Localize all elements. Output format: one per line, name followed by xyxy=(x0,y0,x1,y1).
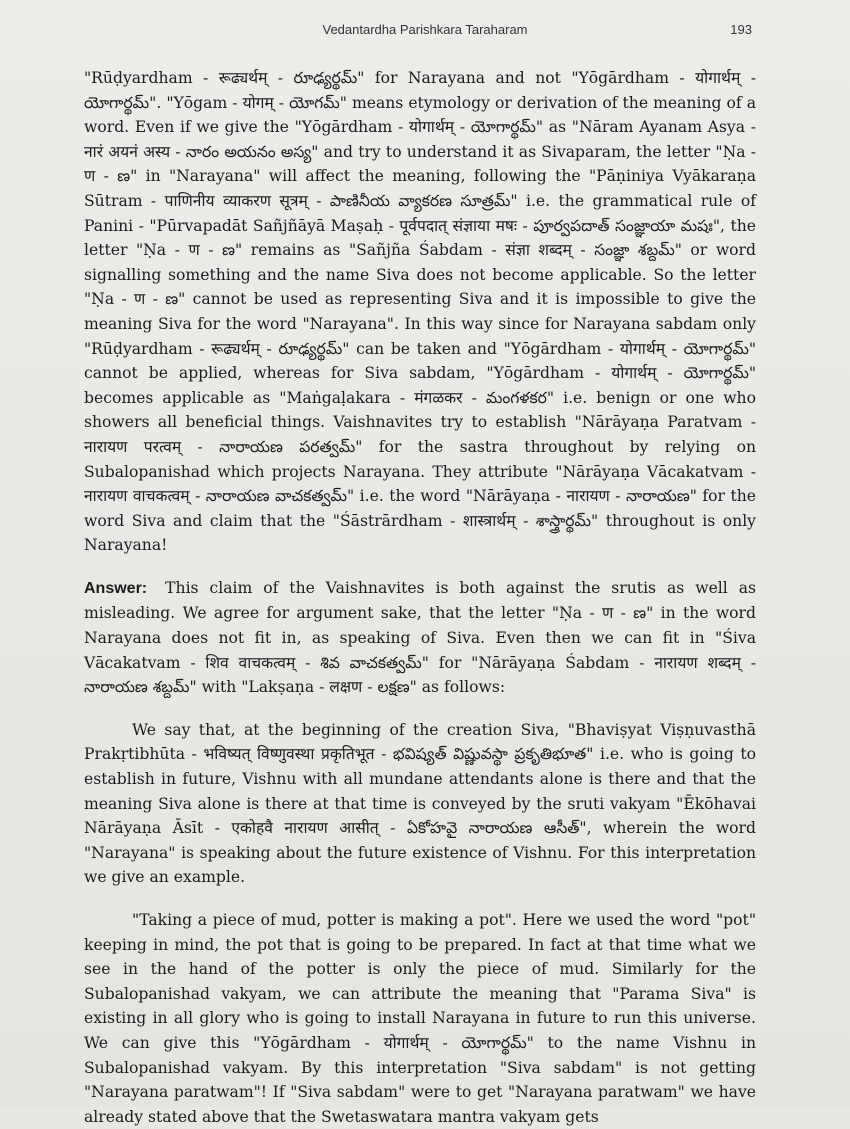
paragraph-creation: We say that, at the beginning of the creation Siva, "Bhaviṣyat Viṣṇuvasthā Prakṛtibhūta - भविष्यत् विष्णुवस्था प्रकृतिभूत - భవిష్యత్ విష్ణువస్థా ప్రకృతిభూత" i.e. who is going to establish in future, Vishnu with all mundane attendants alone is there and that the meaning Siva alone is there at that time is conveyed by the sruti vakyam "Ēkōhavai Nārāyaṇa Āsīt - एकोहवै नारायण आसीत् - ఏకోహవై నారాయణ ఆసీత్", wherein the word "Narayana" is speaking about the future existence of Vishnu. For this interpretation we give an example. xyxy=(84,720,756,887)
page-body xyxy=(84,66,756,1129)
answer-label: Answer: xyxy=(84,579,148,597)
answer-paragraph xyxy=(84,576,756,700)
answer-text: This claim of the Vaishnavites is both against the srutis as well as misleading. We agree for argument sake, that the letter "Ṇa - ण - ణ" in the word Narayana does not fit in, as speaking of Siva. Even then we can fit in "Śiva Vācakatvam - शिव वाचकत्वम् - శివ వాచకత్వమ్" for "Nārāyaṇa Śabdam - नारायण शब्दम् - నారాయణ శబ్దమ్" with "Lakṣaṇa - लक्षण - లక్షణ" as follows: xyxy=(84,578,756,697)
running-title: Vedantardha Parishkara Taraharam xyxy=(322,22,528,37)
paragraph-rudyardham: "Rūḍyardham - रूढ्यर्थम् - రూఢ్యర్థమ్" for Narayana and not "Yōgārdham - योगार्थम् - యోగార్థమ్". "Yōgam - योगम् - యోగమ్" means etymology or derivation of the meaning of a word. Even if we give the "Yōgārdham - योगार्थम् - యోగార్థమ్" as "Nāram Ayanam Asya - नारं अयनं अस्य - నారం అయనం అస్య" and try to understand it as Sivaparam, the letter "Ṇa - ण - ణ" in "Narayana" will affect the meaning, following the "Pāṇiniya Vyākaraṇa Sūtram - पाणिनीय व्याकरण सूत्रम् - పాణినీయ వ్యాకరణ సూత్రమ్" i.e. the grammatical rule of Panini - "Pūrvapadāt Sañjñāyā Maṣaḥ - पूर्वपदात् संज्ञाया मषः - పూర్వపదాత్ సంజ్ఞాయా మషః", the letter "Ṇa - ण - ణ" remains as "Sañjña Śabdam - संज्ञा शब्दम् - సంజ్ఞా శబ్దమ్" or word signalling something and the name Siva does not become applicable. So the letter "Ṇa - ण - ణ" cannot be used as representing Siva and it is impossible to give the meaning Siva for the word "Narayana". In this way since for Narayana sabdam only "Rūḍyardham - रूढ्यर्थम् - రూఢ్యర్థమ్" can be taken and "Yōgārdham - योगार्थम् - యోగార్థమ్" cannot be applied, whereas for Siva sabdam, "Yōgārdham - योगार्थम् - యోగార్థమ్" becomes applicable as "Maṅgaḷakara - मंगळकर - మంగళకర" i.e. benign or one who showers all beneficial things. Vaishnavites try to establish "Nārāyaṇa Paratvam - नारायण परत्वम् - నారాయణ పరత్వమ్" for the sastra throughout by relying on Subalopanishad which projects Narayana. They attribute "Nārāyaṇa Vācakatvam - नारायण वाचकत्वम् - నారాయణ వాచకత్వమ్" i.e. the word "Nārāyaṇa - नारायण - నారాయణ" for the word Siva and claim that the "Śāstrārdham - शास्त्रार्थम् - శాస్త్రార్థమ్" throughout is only Narayana! xyxy=(84,69,756,555)
running-head xyxy=(0,22,850,42)
page-number: 193 xyxy=(730,22,752,37)
paragraph-potter-example: "Taking a piece of mud, potter is making a pot". Here we used the word "pot" keeping in mind, the pot that is going to be prepared. In fact at that time what we see in the hand of the potter is only the piece of mud. Similarly for the Subalopanishad vakyam, we can attribute the meaning that "Parama Siva" is existing in all glory who is going to install Narayana in future to run this universe. We can give this "Yōgārdham - योगार्थम् - యోగార్థమ్" to the name Vishnu in Subalopanishad vakyam. By this interpretation "Siva sabdam" is not getting "Narayana paratwam"! If "Siva sabdam" were to get "Narayana paratwam" we have already stated above that the Swetaswatara mantra vakyam gets xyxy=(84,911,756,1126)
